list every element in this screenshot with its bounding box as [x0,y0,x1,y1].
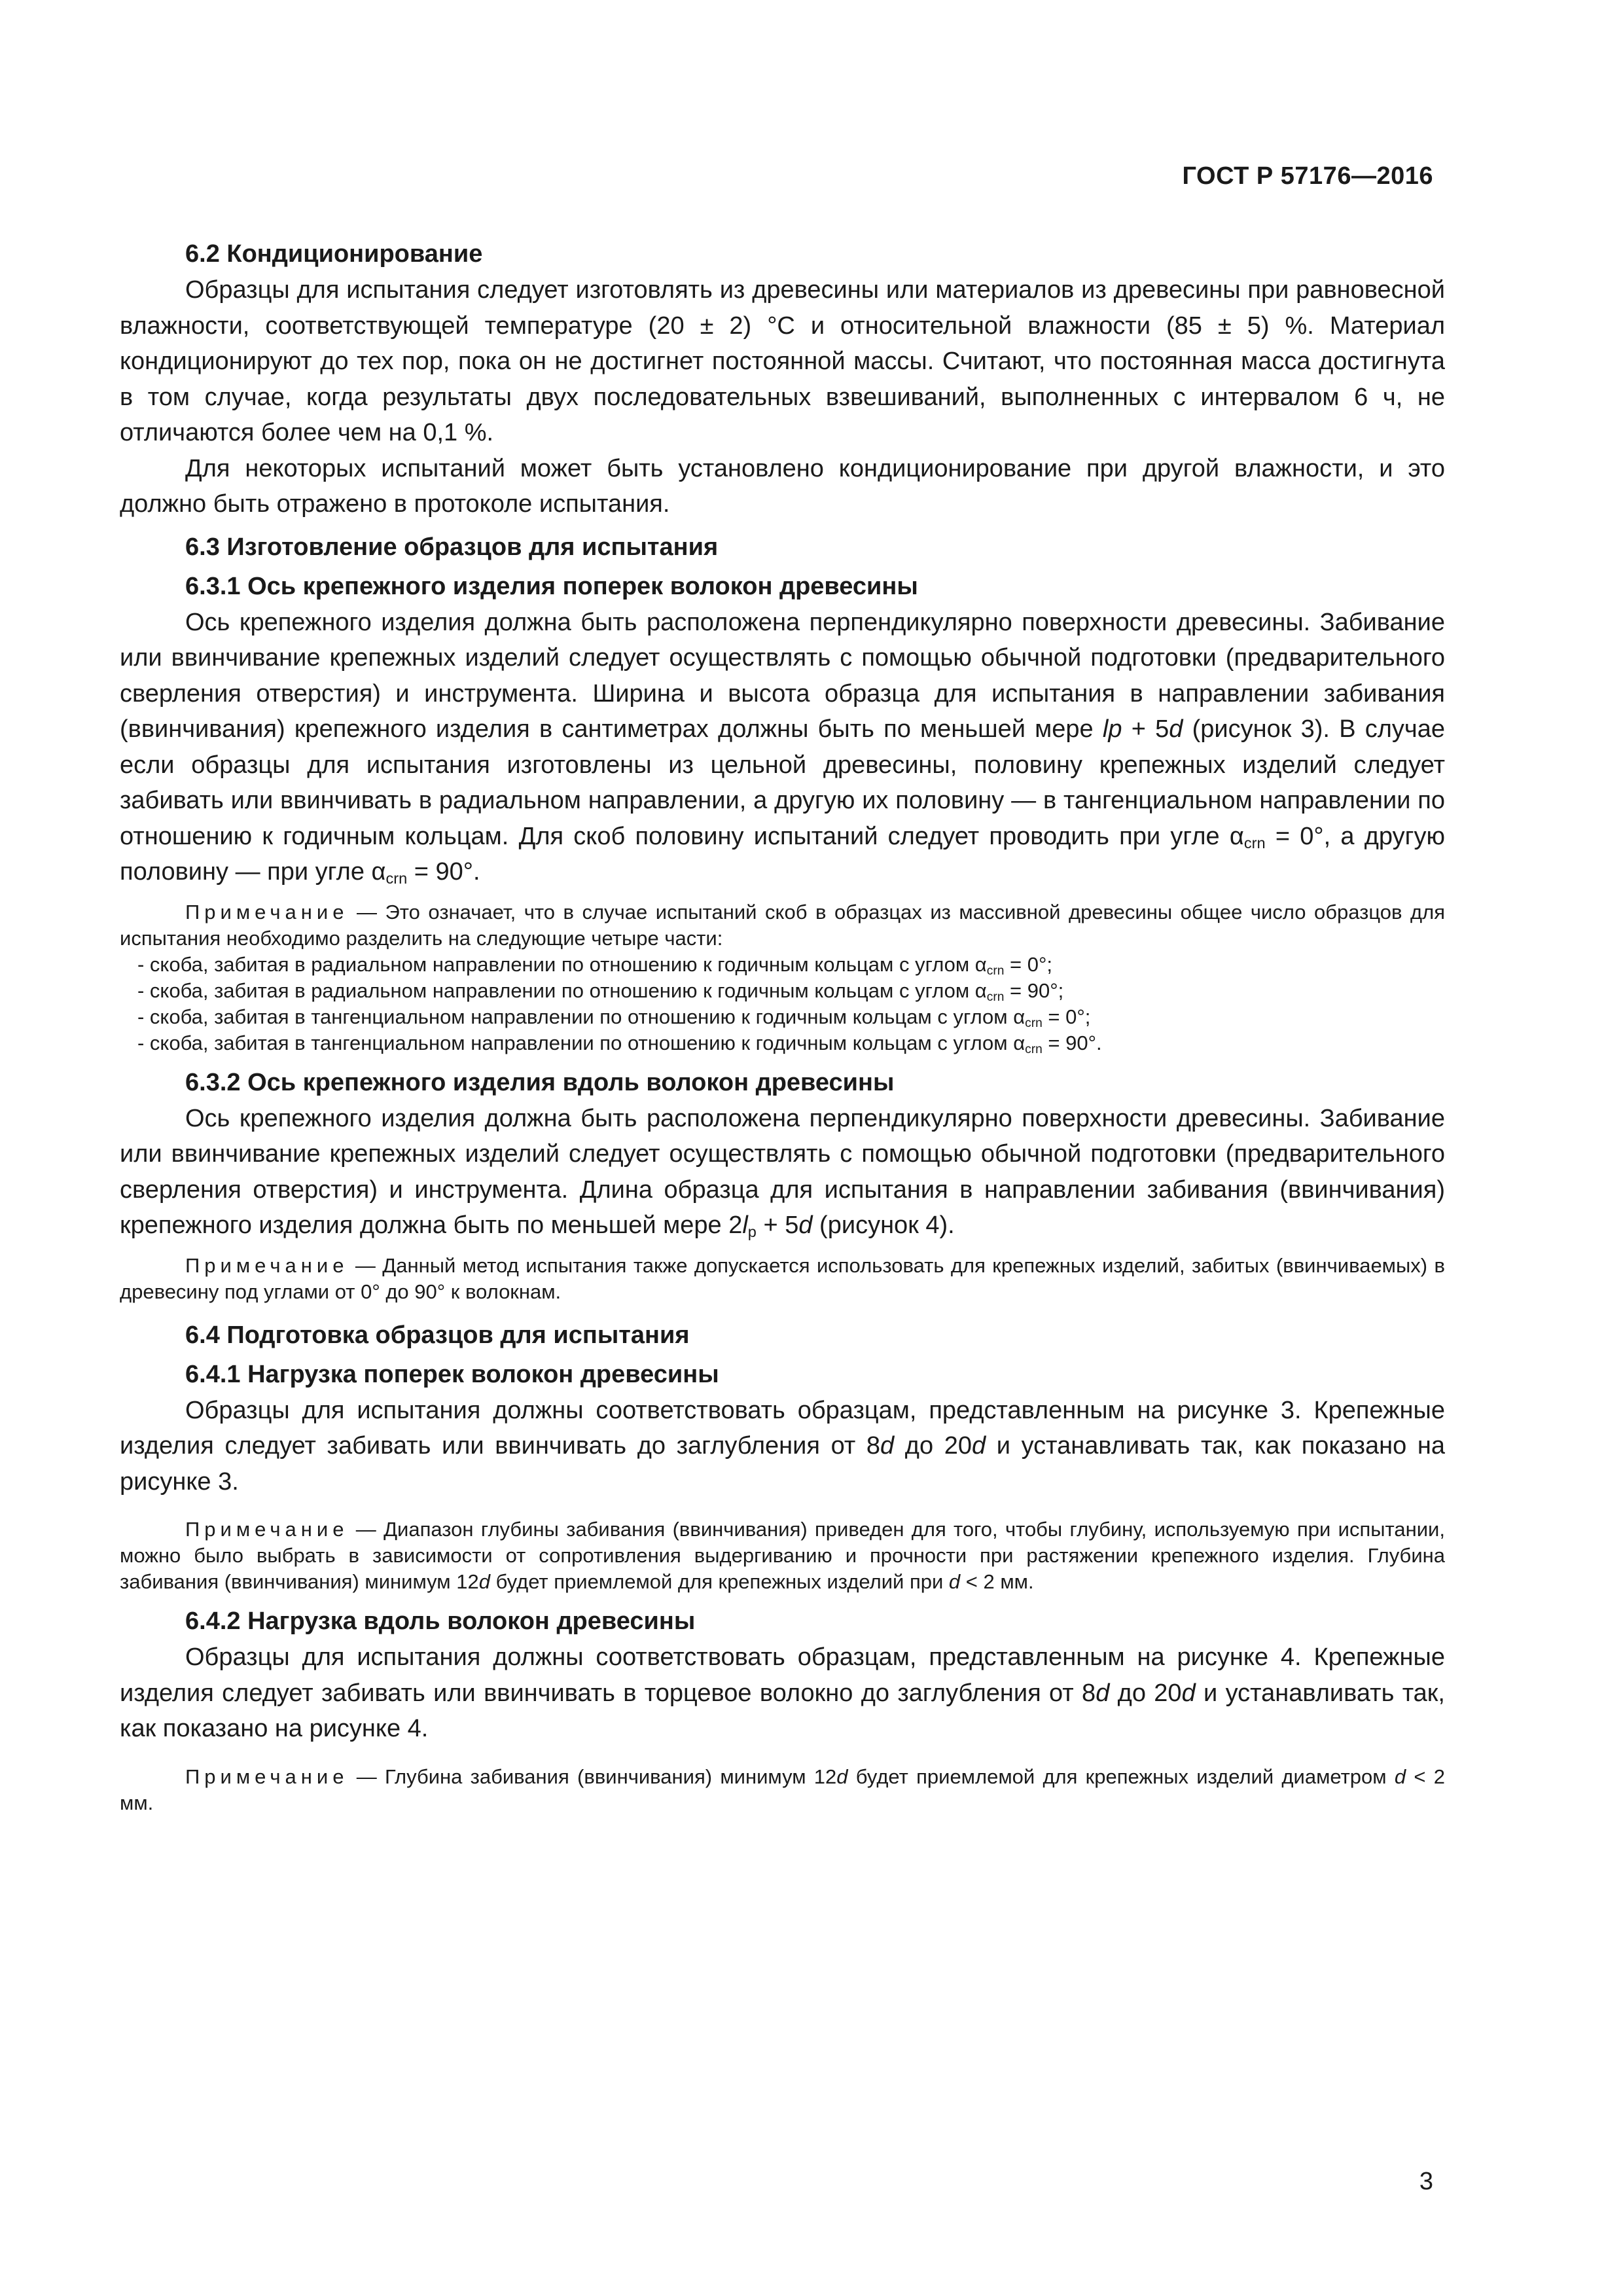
section-6-4-1-paragraph: Образцы для испытания должны соответствовать образцам, представленным на рисунке 3. Крепежные изделия следует забивать или ввинчивать до заглубления от 8d до 20d и устанавливать так, как показано на рисунке 3. [120,1396,1445,1496]
page-number: 3 [1419,2168,1433,2195]
section-6-3-1-paragraph: Ось крепежного изделия должна быть расположена перпендикулярно поверхности древесины. Забивание или ввинчивание крепежных изделий следует осуществлять с помощью обычной подготовки (предварительного сверления отверстия) и инструмента. Ширина и высота образца для испытания в направлении забивания (ввинчивания) крепежного изделия в сантиметрах должны быть по меньшей мере lp + 5d (рисунок 3). В случае если образцы для испытания изготовлены из цельной древесины, половину крепежных изделий следует забивать или ввинчивать в радиальном направлении, а другую их половину — в тангенциальном направлении по отношению к годичным кольцам. Для скоб половину испытаний следует проводить при угле $\alpha_{crn} = 0^\circ$, а другую половину — при угле $\alpha_{crn} = 90^\circ$. [120,608,1446,887]
section-6-3-1-note: Примечание — Это означает, что в случае испытаний скоб в образцах из массивной древесины общее число образцов для испытания необходимо разделить на следующие четыре части: [120,900,1445,950]
section-6-3-2-paragraph: Ось крепежного изделия должна быть расположена перпендикулярно поверхности древесины. Забивание или ввинчивание крепежных изделий следует осуществлять с помощью обычной подготовки (предварительного сверления отверстия) и инструмента. Длина образца для испытания в направлении забивания (ввинчивания) крепежного изделия должна быть по меньшей мере $2l_p + 5d$ (рисунок 4). [120,1104,1445,1240]
section-6-4-2-paragraph: Образцы для испытания должны соответствовать образцам, представленным на рисунке 4. Крепежные изделия следует забивать или ввинчивать в торцевое волокно до заглубления от 8d до 20d и устанавливать так, как показано на рисунке 4. [120,1643,1445,1742]
section-6-4-2-note: Примечание — Глубина забивания (ввинчивания) минимум 12d будет приемлемой для крепежных изделий диаметром d < 2 мм. [120,1765,1445,1814]
section-6-2-paragraph-1: Образцы для испытания следует изготовлять из древесины или материалов из древесины при равновесной влажности, соответствующей температуре (20 ± 2) °С и относительной влажности (85 ± 5) %. Материал кондиционируют до тех пор, пока он не достигнет постоянной массы. Считают, что постоянная масса достигнута в том случае, когда результаты двух последовательных взвешиваний, выполненных с интервалом 6 ч, не отличаются более чем на 0,1 %. [120,276,1445,446]
section-6-3-1-title: 6.3.1 Ось крепежного изделия поперек волокон древесины [185,572,918,600]
note-label: Примечание [185,1253,349,1277]
document-header: ГОСТ Р 57176—2016 [1182,162,1433,190]
section-6-3-title: 6.3 Изготовление образцов для испытания [185,533,719,561]
list-item: - скоба, забитая в тангенциальном направлении по отношению к годичным кольцам с углом $\alpha_{crn} = 90^\circ$. [137,1031,1102,1056]
section-6-2-paragraph-2: Для некоторых испытаний может быть установлено кондиционирование при другой влажности, и это должно быть отражено в протоколе испытания. [120,454,1445,518]
note-label: Примечание [185,1518,349,1541]
section-6-4-1-note: Примечание — Диапазон глубины забивания (ввинчивания) приведен для того, чтобы глубину, используемую при испытании, можно было выбрать в зависимости от сопротивления выдергиванию и прочности при растяжении крепежного изделия. Глубина забивания (ввинчивания) минимум 12d будет приемлемой для крепежных изделий при d < 2 мм. [120,1518,1445,1593]
note-label: Примечание [185,900,349,924]
section-6-4-2-title: 6.4.2 Нагрузка вдоль волокон древесины [185,1607,696,1635]
section-6-3-2-note: Примечание — Данный метод испытания также допускается использовать для крепежных изделий, забитых (ввинчиваемых) в древесину под углами от 0° до 90° к волокнам. [120,1253,1445,1303]
section-6-4-1-title: 6.4.1 Нагрузка поперек волокон древесины [185,1360,719,1388]
document-body [120,229,1445,1816]
section-6-3-2-title: 6.3.2 Ось крепежного изделия вдоль волокон древесины [185,1068,895,1096]
list-item: - скоба, забитая в тангенциальном направлении по отношению к годичным кольцам с углом $\alpha_{crn} = 0^\circ$; [137,1005,1091,1030]
section-6-2-title: 6.2 Кондиционирование [185,240,483,268]
list-item: - скоба, забитая в радиальном направлении по отношению к годичным кольцам с углом $\alpha_{crn} = 90^\circ$; [137,978,1064,1004]
list-item: - скоба, забитая в радиальном направлении по отношению к годичным кольцам с углом $\alpha_{crn} = 0^\circ$; [137,952,1053,978]
note-label: Примечание [185,1765,349,1788]
staple-cases-list [120,952,1445,1056]
section-6-4-title: 6.4 Подготовка образцов для испытания [185,1321,690,1349]
